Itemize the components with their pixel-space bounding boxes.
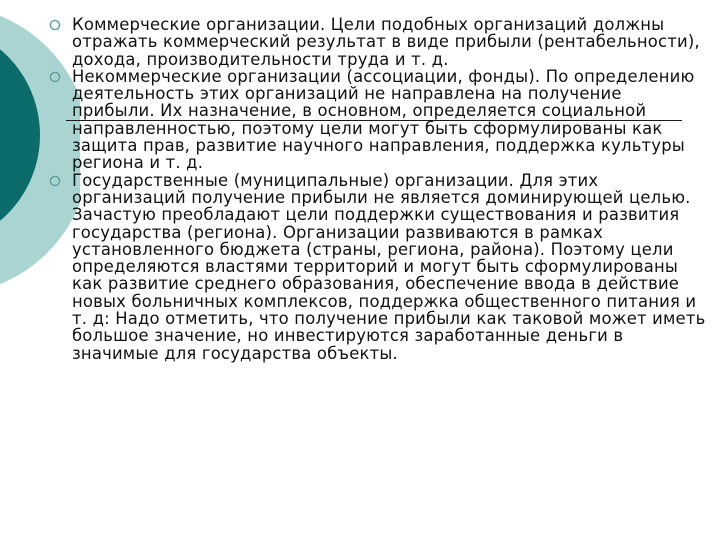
bullet-text: Некоммерческие организации (ассоциации, фонды). По определению деятельность этих организаций не направлена на получение прибыли. Их назначение, в основном, определяется социальной направленностью, поэтому цели могут быть сформулированы как защита прав, развитие научного направления, поддержка культуры региона и т. д. bbox=[72, 66, 695, 173]
bullet-item-noncommercial bbox=[48, 68, 708, 172]
bullet-text: Государственные (муниципальные) организации. Для этих организаций получение прибыли не является доминирующей целью. Зачастую преобладают цели поддержки существования и развития государства (региона). Организации развиваются в рамках установленного бюджета (страны, региона, района). Поэтому цели определяются властями территорий и могут быть сформулированы как развитие среднего образования, обеспечение ввода в действие новых больничных комплексов, поддержка общественного питания и т. д: Надо отметить, что получение прибыли как таковой может иметь большое значение, но инвестируются заработанные деньги в значимые для государства объекты. bbox=[72, 170, 706, 363]
hollow-circle-icon bbox=[48, 68, 62, 85]
bullet-list bbox=[48, 16, 708, 362]
hollow-circle-icon bbox=[48, 16, 62, 33]
bullet-item-state bbox=[48, 172, 708, 362]
hollow-circle-icon bbox=[48, 172, 62, 189]
bullet-text: Коммерческие организации. Цели подобных организаций должны отражать коммерческий результат в виде прибыли (рентабельности), дохода, производительности труда и т. д. bbox=[72, 15, 700, 69]
bullet-item-commercial bbox=[48, 16, 708, 68]
